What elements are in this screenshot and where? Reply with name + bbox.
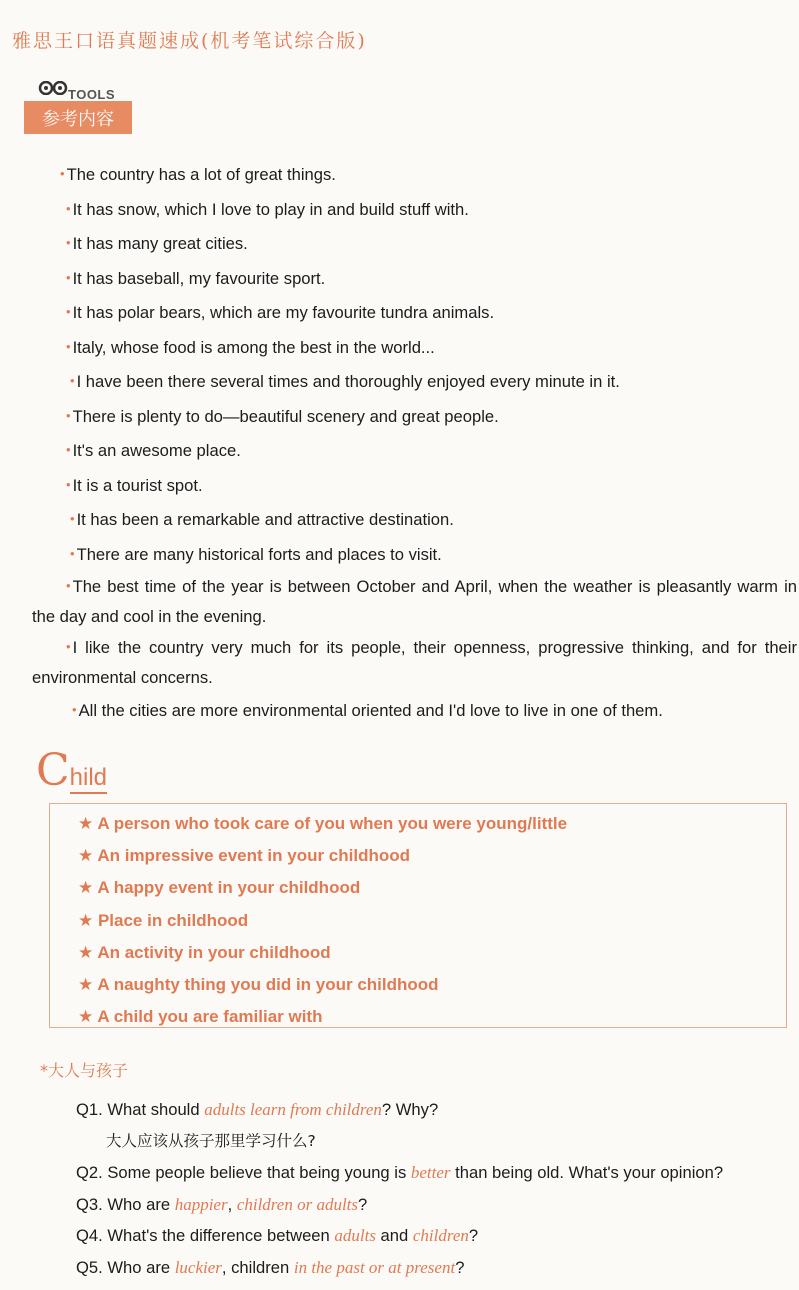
section-title-initial: C — [36, 745, 70, 796]
topic-item: ★ Place in childhood — [78, 910, 249, 930]
bullet-item: • I like the country very much for its people, their openness, progressive thinking, and for their environmental concerns. — [32, 638, 797, 687]
topic-item: ★ A happy event in your childhood — [78, 878, 361, 898]
highlight: happier — [174, 1194, 228, 1214]
bullet-item: • It is a tourist spot. — [66, 475, 203, 495]
tools-badge — [24, 87, 132, 134]
reference-bullets — [32, 158, 797, 729]
highlight: adults — [334, 1226, 376, 1245]
bullet-item: • There are many historical forts and places to visit. — [70, 544, 442, 564]
bullet-item: • It has snow, which I love to play in and build stuff with. — [66, 199, 469, 219]
bullet-item: • There is plenty to do—beautiful scenery and great people. — [66, 406, 499, 426]
topic-item: ★ An activity in your childhood — [78, 942, 331, 962]
question-5: Q5. Who are luckier, children in the past or at present? — [76, 1257, 465, 1277]
bullet-item: • Italy, whose food is among the best in the world... — [66, 337, 435, 357]
question-3: Q3. Who are happier, children or adults? — [76, 1194, 368, 1214]
bullet-item: • It has been a remarkable and attractive destination. — [70, 510, 454, 529]
bullet-item: • It has many great cities. — [66, 234, 248, 253]
question-4: Q4. What's the difference between adults and children? — [76, 1226, 479, 1245]
subheading: *大人与孩子 — [40, 1061, 129, 1080]
question-1-translation: 大人应该从孩子那里学习什么? — [106, 1131, 316, 1150]
bullet-item: • All the cities are more environmental oriented and I'd love to live in one of them. — [72, 701, 663, 720]
topic-list — [78, 808, 567, 1033]
tools-label: 参考内容 — [24, 101, 132, 134]
highlight: better — [410, 1163, 451, 1182]
bullet-item: • It has baseball, my favourite sport. — [66, 268, 326, 288]
highlight: adults learn from children — [204, 1100, 382, 1119]
topic-item: ★ A person who took care of you when you were young/little — [78, 814, 568, 833]
question-1: Q1. What should adults learn from children? Why? — [76, 1100, 439, 1119]
highlight: in the past or at present — [293, 1257, 456, 1277]
bullet-item: • I have been there several times and thoroughly enjoyed every minute in it. — [70, 372, 620, 391]
section-title — [36, 745, 107, 796]
topic-item: ★ A naughty thing you did in your childhood — [78, 975, 439, 995]
topic-item: ★ A child you are familiar with — [78, 1007, 323, 1027]
bullet-item: • It has polar bears, which are my favourite tundra animals. — [66, 303, 495, 322]
highlight: children or adults — [236, 1194, 359, 1214]
topic-item: ★ An impressive event in your childhood — [78, 846, 411, 866]
highlight: luckier — [174, 1257, 222, 1277]
bullet-item: • The country has a lot of great things. — [60, 165, 336, 184]
question-2: Q2. Some people believe that being young is better than being old. What's your opinion? — [76, 1163, 724, 1182]
bullet-item: • It's an awesome place. — [66, 441, 241, 460]
question-list — [76, 1094, 796, 1283]
section-title-rest: hild — [70, 764, 107, 794]
tools-word: TOOLS — [68, 87, 116, 102]
running-header: 雅思王口语真题速成(机考笔试综合版) — [12, 30, 367, 52]
highlight: children — [412, 1226, 469, 1245]
bullet-item: • The best time of the year is between October and April, when the weather is pleasantly warm in the day and cool in the evening. — [32, 577, 797, 626]
